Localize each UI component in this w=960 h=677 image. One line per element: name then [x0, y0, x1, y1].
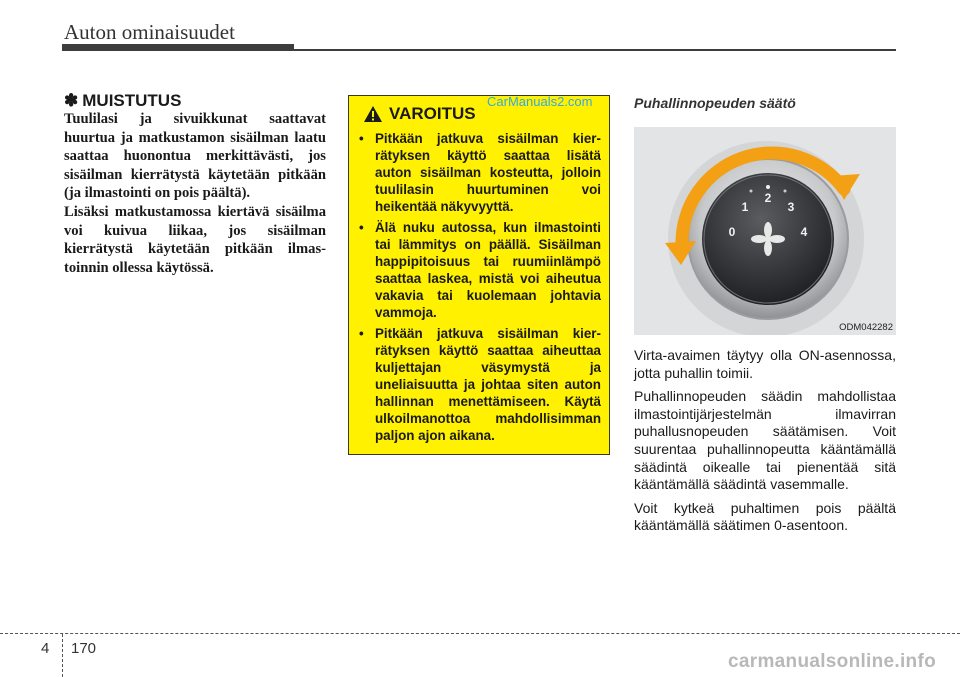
- warning-item: [359, 325, 601, 444]
- warning-heading-text: VAROITUS: [389, 104, 476, 123]
- paragraph-3: Voit kytkeä puhaltimen pois päältä kääntämällä säätimen 0-asentoon.: [634, 499, 896, 534]
- watermark-top[interactable]: CarManuals2.com: [487, 94, 593, 109]
- warning-item: [359, 219, 601, 321]
- fan-dial-illustration: [634, 127, 896, 335]
- warning-list: [359, 130, 601, 444]
- right-column: [634, 95, 896, 535]
- dial-label-3: 3: [787, 200, 795, 214]
- dial-label-4: 4: [800, 225, 808, 239]
- footer-rule: [0, 633, 960, 634]
- page-header-title: Auton ominaisuudet: [64, 20, 235, 44]
- note-heading: [64, 92, 326, 110]
- header-rule: [294, 49, 896, 51]
- page-number: 170: [71, 640, 97, 657]
- warning-item-text: Pitkään jatkuva sisäilman kierrätyksen käyttö saattaa lisätä auton sisäilman kosteutta, jolloin tuulilasin huurtuminen voi heikentää näkyvyyttä.: [375, 131, 601, 214]
- header-bar: [62, 44, 294, 51]
- bullet-icon: •: [359, 131, 364, 146]
- paragraph-1: Virta-avaimen täytyy olla ON-asennossa, jotta puhallin toimii.: [634, 347, 896, 381]
- note-heading-text: MUISTUTUS: [82, 91, 182, 110]
- fan-speed-figure: [634, 127, 896, 335]
- warning-item: [359, 130, 601, 215]
- bullet-icon: •: [359, 220, 364, 235]
- dial-label-2: 2: [764, 191, 772, 205]
- note-box: [64, 92, 326, 277]
- warning-item-text: Älä nuku autossa, kun ilmastointi tai lämmitys on päällä. Sisäilman happipitoisuus tai ruumiinlämpö saattaa laskea, mistä voi aiheutua vakavia tai kuolemaan johtavia vammoja.: [375, 220, 601, 320]
- dial-label-0: 0: [728, 225, 736, 239]
- note-paragraph-2: Lisäksi matkustamossa kiertävä sisäilma voi kuivua liikaa, jos sisäilman kierrätystä käytetään pitkään ilmastoinnin ollessa käytössä.: [64, 203, 326, 276]
- note-star-icon: ✽: [64, 91, 79, 110]
- chapter-number: 4: [41, 640, 50, 657]
- footer-divider: [62, 634, 63, 677]
- section-title: Puhallinnopeuden säätö: [634, 95, 796, 111]
- note-paragraph-1: Tuulilasi ja sivuikkunat saattavat huurtua ja matkustamon sisäilman laatu saattaa huonontua merkittävästi, jos sisäilman kierrätystä käytetään pitkään (ja ilmastointi on pois päältä).: [64, 111, 326, 202]
- dial-label-1: 1: [741, 200, 749, 214]
- paragraph-2: Puhallinnopeuden säädin mahdollistaa ilmastointijärjestelmän ilmavirran puhallusnopeuden säätämisen. Voit suurentaa puhallinnopeutta kääntämällä säädintä oikealle tai pienentää sitä kääntämällä säädintä vasemmalle.: [634, 388, 896, 493]
- figure-code: ODM042282: [839, 322, 893, 333]
- watermark-bottom[interactable]: carmanualsonline.info: [728, 651, 936, 672]
- warning-box: [348, 95, 610, 455]
- warning-triangle-icon: [363, 105, 383, 123]
- warning-item-text: Pitkään jatkuva sisäilman kierrätyksen käyttö saattaa aiheuttaa kuljettajan väsymystä ja uneliaisuutta ja johtaa siten auton hallinnan menettämiseen. Käytä ulkoilmanottoa mahdollisimman paljon ajon aikana.: [375, 326, 601, 443]
- bullet-icon: •: [359, 326, 364, 341]
